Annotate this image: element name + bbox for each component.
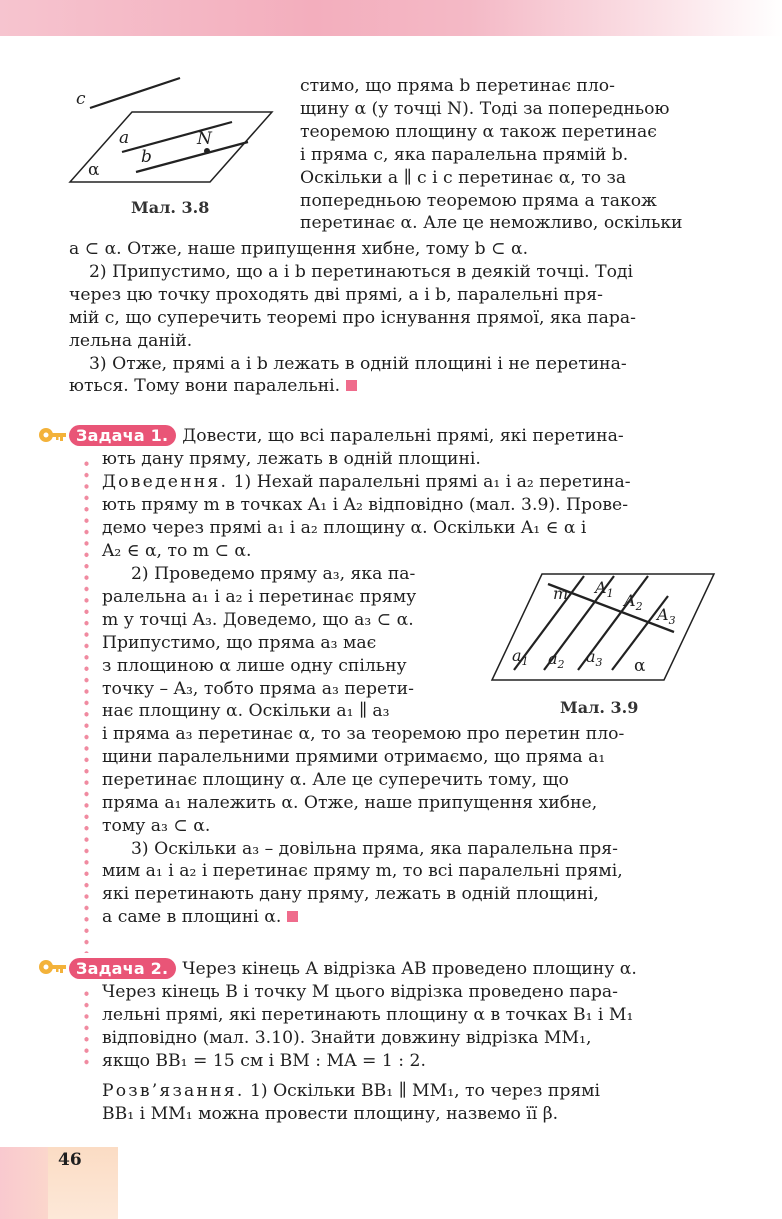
- intro-line: теоремою площину α також перетинає: [300, 121, 657, 142]
- end-of-proof-square: [346, 380, 357, 391]
- para2-line: через цю точку проходять дві прямі, a і b, паралельні пря-: [69, 284, 603, 305]
- task2-line: лельні прямі, які перетинають площину α в точках B₁ і M₁: [102, 1004, 634, 1025]
- task1-proof: [102, 471, 709, 563]
- fig39-label-a3: [586, 647, 603, 669]
- step3-line: 3) Оскільки a₃ – довільна пряма, яка паралельна пря-: [131, 838, 618, 859]
- fig39-a3-sub: 3: [595, 656, 603, 670]
- task1-statement-0: Довести, що всі паралельні прямі, які перетина-: [182, 426, 624, 446]
- step2-cont-line: щини паралельними прямими отримаємо, що пряма a₁: [102, 746, 606, 767]
- step2-line: ралельна a₁ і a₂ і перетинає пряму: [102, 586, 417, 607]
- fig39-A3-sub: 3: [668, 614, 676, 628]
- fig39-a2-sub: 2: [557, 658, 565, 672]
- intro-line: перетинає α. Але це неможливо, оскільки: [300, 213, 683, 234]
- task1-line: ють дану пряму, лежать в одній площині.: [102, 448, 481, 469]
- fig39-a2-letter: a: [548, 649, 558, 668]
- para2-line: 2) Припустимо, що a і b перетинаються в деякій точці. Тоді: [89, 261, 633, 282]
- task2-line: відповідно (мал. 3.10). Знайти довжину відрізка MM₁,: [102, 1027, 592, 1048]
- solution-line: BB₁ і MM₁ можна провести площину, назвемо її β.: [102, 1103, 559, 1124]
- task2-dot-rule: [84, 988, 89, 1068]
- step3-last: а саме в площині α.: [102, 907, 282, 928]
- para3-line: 3) Отже, прямі a і b лежать в одній площині і не перетина-: [89, 353, 627, 374]
- task2-line: [69, 958, 709, 981]
- para3-last: ються. Тому вони паралельні.: [69, 376, 341, 397]
- step2-line: Припустимо, що пряма a₃ має: [102, 632, 377, 653]
- page-number: 46: [58, 1150, 82, 1170]
- para1-end: a ⊂ α. Отже, наше припущення хибне, тому b ⊂ α.: [69, 239, 529, 259]
- fig39-caption: Мал. 3.9: [560, 698, 639, 717]
- task2-line: якщо BB₁ = 15 см і BM : MA = 1 : 2.: [102, 1050, 426, 1071]
- solution-line: [102, 1080, 709, 1103]
- fig38-label-n: N: [197, 129, 212, 149]
- fig39-label-a2: [548, 649, 565, 671]
- fig39-A3-letter: A: [657, 605, 669, 624]
- fig39-label-a1: [512, 646, 529, 668]
- task1-dot-rule: [84, 458, 89, 953]
- step2-line: 2) Проведемо пряму a₃, яка па-: [131, 564, 416, 584]
- body-block-1: [69, 238, 709, 398]
- fig39-A1-letter: A: [595, 578, 607, 597]
- proof-line: [102, 471, 709, 494]
- proof-line-0: 1) Нехай паралельні прямі a₁ і a₂ перетина-: [233, 472, 631, 492]
- proof-label: Доведення.: [102, 472, 229, 492]
- task2-badge: Задача 2.: [69, 958, 176, 979]
- para3-line: [69, 375, 709, 398]
- task1-block: [69, 425, 709, 471]
- fig39-a3-letter: a: [586, 647, 596, 666]
- key-icon: [38, 425, 68, 447]
- fig39-label-alpha: α: [634, 656, 646, 676]
- intro-block: [300, 75, 709, 235]
- task2-line: Через кінець B і точку M цього відрізка проведено пара-: [102, 982, 618, 1002]
- intro-line: стимо, що пряма b перетинає пло-: [300, 76, 615, 96]
- task1-step2: [102, 563, 470, 723]
- task2-statement: [102, 981, 709, 1073]
- step2-line: m у точці A₃. Доведемо, що a₃ ⊂ α.: [102, 609, 414, 630]
- step2-cont-line: пряма a₁ належить α. Отже, наше припущення хибне,: [102, 792, 598, 813]
- step2-line: з площиною α лише одну спільну: [102, 655, 407, 676]
- fig39-a1-letter: a: [512, 646, 522, 665]
- page-footer-stripe: [0, 1147, 48, 1219]
- step3-line: [102, 906, 709, 929]
- task2-block: [69, 958, 709, 981]
- fig39-label-m: m: [553, 584, 569, 603]
- fig38-caption: Мал. 3.8: [131, 198, 210, 217]
- proof-line: ють пряму m в точках A₁ і A₂ відповідно (мал. 3.9). Прове-: [102, 494, 629, 515]
- step2-cont-line: і пряма a₃ перетинає α, то за теоремою про перетин пло-: [102, 724, 625, 744]
- para2-line: лельна даній.: [69, 330, 193, 351]
- step2-cont-line: перетинає площину α. Але це суперечить тому, що: [102, 769, 569, 790]
- intro-line: і пряма c, яка паралельна прямій b.: [300, 144, 629, 165]
- fig39-A1-sub: 1: [606, 587, 614, 601]
- fig38-label-alpha: α: [88, 160, 100, 180]
- intro-line: щину α (у точці N). Тоді за попередньою: [300, 98, 670, 119]
- fig39-label-A3: [657, 605, 676, 627]
- fig38-label-b: b: [141, 147, 152, 167]
- fig39-a1-sub: 1: [521, 655, 529, 669]
- solution-label: Розв’язання.: [102, 1081, 245, 1101]
- task2-solution: [102, 1080, 709, 1126]
- intro-line: попередньою теоремою пряма a також: [300, 190, 657, 211]
- fig39-A2-letter: A: [624, 591, 636, 610]
- task2-statement-0: Через кінець A відрізка AB проведено площину α.: [182, 959, 637, 979]
- end-of-proof-square: [287, 911, 298, 922]
- task1-badge: Задача 1.: [69, 425, 176, 446]
- para2-line: мій c, що суперечить теоремі про існування прямої, яка пара-: [69, 307, 636, 328]
- task1-step2-cont: [102, 723, 709, 929]
- intro-line: Оскільки a ∥ c і c перетинає α, то за: [300, 167, 627, 188]
- fig38-label-a: a: [119, 128, 130, 148]
- fig39-A2-sub: 2: [635, 600, 643, 614]
- step2-cont-line: тому a₃ ⊂ α.: [102, 815, 211, 836]
- key-icon: [38, 957, 68, 979]
- proof-line: демо через прямі a₁ і a₂ площину α. Оскільки A₁ ∈ α і: [102, 517, 587, 538]
- step2-line: точку – A₃, тобто пряма a₃ перети-: [102, 678, 414, 699]
- step3-line: мим a₁ і a₂ і перетинає пряму m, то всі паралельні прямі,: [102, 861, 623, 882]
- fig39-label-A1: [595, 578, 614, 600]
- step3-line: які перетинають дану пряму, лежать в одній площині,: [102, 884, 599, 905]
- fig38-label-c: c: [76, 89, 86, 109]
- task1-line: [69, 425, 709, 448]
- step2-line: нає площину α. Оскільки a₁ ∥ a₃: [102, 701, 390, 722]
- fig39-label-A2: [624, 591, 643, 613]
- proof-line: A₂ ∈ α, то m ⊂ α.: [102, 540, 252, 561]
- solution-line-0: 1) Оскільки BB₁ ∥ MM₁, то через прямі: [249, 1081, 601, 1101]
- header-band: [0, 0, 782, 36]
